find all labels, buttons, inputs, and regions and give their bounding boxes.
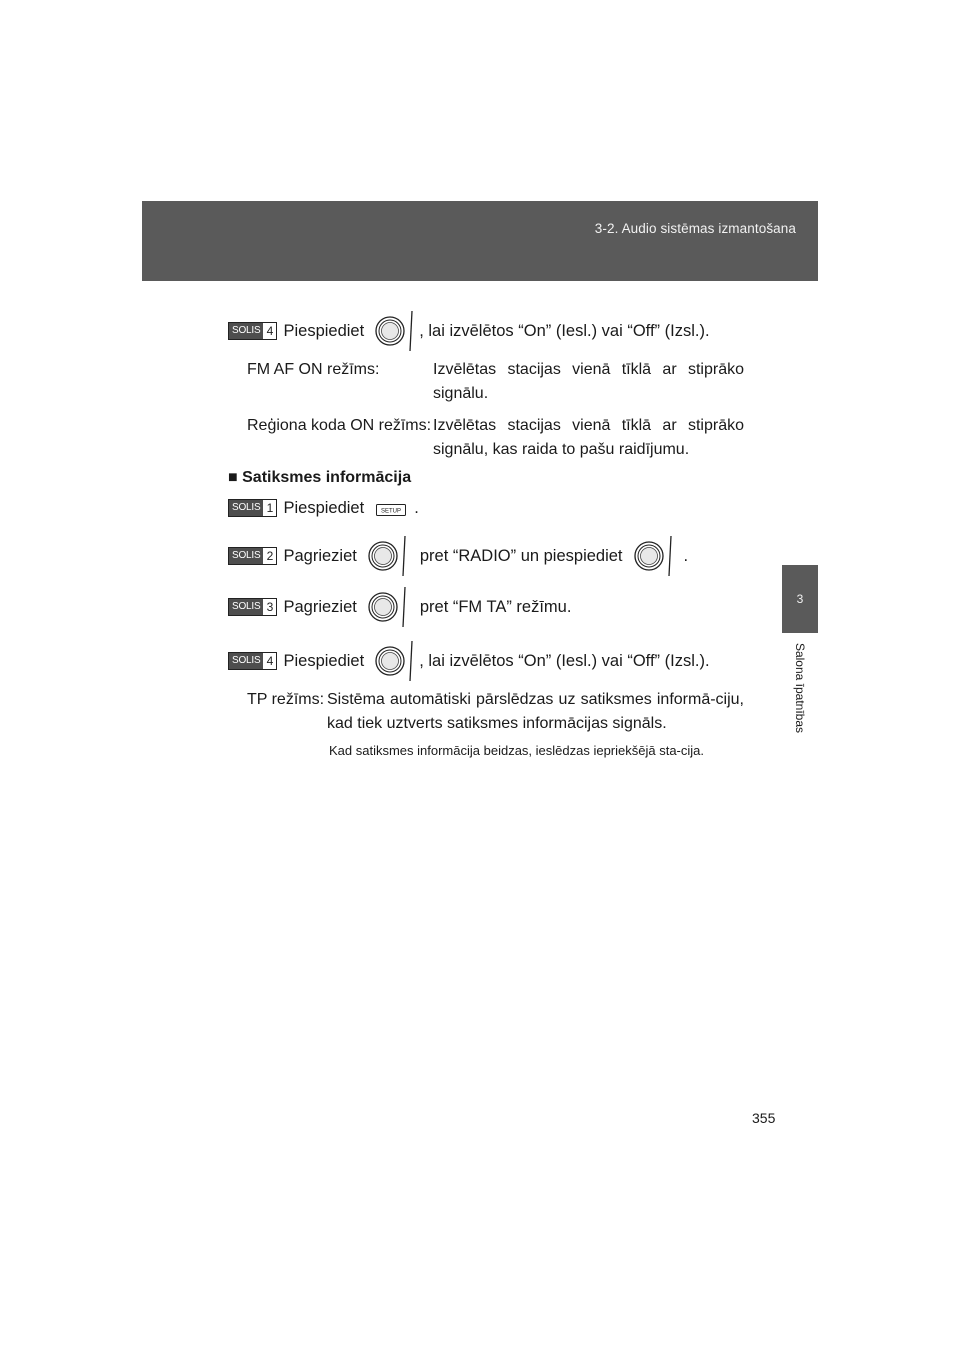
chapter-label: Salona īpatnības xyxy=(793,642,807,734)
step-badge: SOLIS 4 xyxy=(228,652,277,670)
chapter-tab xyxy=(782,565,818,633)
step-badge: SOLIS 3 xyxy=(228,598,277,616)
step-text: Pagrieziet xyxy=(283,597,357,616)
step-text: . xyxy=(683,546,689,565)
definition-description: Izvēlētas stacijas vienā tīklā ar stiprāko signālu. xyxy=(433,361,744,402)
tune-select-knob-icon xyxy=(370,310,416,352)
step-4-top xyxy=(228,310,710,352)
note-text: Kad satiksmes informācija beidzas, ieslēdzas iepriekšējā sta-cija. xyxy=(329,743,704,758)
definition-description: Sistēma automātiski pārslēdzas uz satiksmes informā-ciju, kad tiek uztverts satiksmes informācijas signāls. xyxy=(327,691,744,732)
step-text: , lai izvēlētos “On” (Iesl.) vai “Off” (Izsl.). xyxy=(419,651,710,670)
heading-text: Satiksmes informācija xyxy=(242,469,412,486)
step-badge: SOLIS 1 xyxy=(228,499,277,517)
section-heading xyxy=(228,469,411,487)
step-1 xyxy=(228,487,419,529)
definition-term: FM AF ON režīms: xyxy=(247,361,380,378)
step-text: . xyxy=(414,498,419,517)
tune-select-knob-icon xyxy=(629,535,675,577)
heading-bullet: ■ xyxy=(228,469,238,486)
definition-term: Reģiona koda ON režīms: xyxy=(247,417,432,434)
setup-button-icon xyxy=(376,502,406,514)
step-text: Pagrieziet xyxy=(283,546,357,565)
step-badge: SOLIS 2 xyxy=(228,547,277,565)
step-text: Piespiediet xyxy=(283,498,365,517)
tune-select-knob-icon xyxy=(363,535,409,577)
step-text: pret “RADIO” un piespiediet xyxy=(419,546,623,565)
tune-select-knob-icon xyxy=(370,640,416,682)
section-title: 3-2. Audio sistēmas izmantošana xyxy=(594,221,796,236)
page-number: 355 xyxy=(752,1110,776,1126)
step-badge: SOLIS 4 xyxy=(228,322,277,340)
header-band xyxy=(142,201,818,281)
step-2 xyxy=(228,535,688,577)
chapter-number: 3 xyxy=(796,592,804,606)
svg-text:SETUP: SETUP xyxy=(381,508,402,515)
step-text: pret “FM TA” režīmu. xyxy=(419,597,572,616)
tune-select-knob-icon xyxy=(363,586,409,628)
step-text: Piespiediet xyxy=(283,321,365,340)
step-3 xyxy=(228,586,571,628)
definition-term: TP režīms: xyxy=(247,691,325,708)
step-4-bottom xyxy=(228,640,710,682)
definition-description: Izvēlētas stacijas vienā tīklā ar stiprāko signālu, kas raida to pašu raidījumu. xyxy=(433,417,744,458)
step-text: Piespiediet xyxy=(283,651,365,670)
step-text: , lai izvēlētos “On” (Iesl.) vai “Off” (Izsl.). xyxy=(419,321,710,340)
